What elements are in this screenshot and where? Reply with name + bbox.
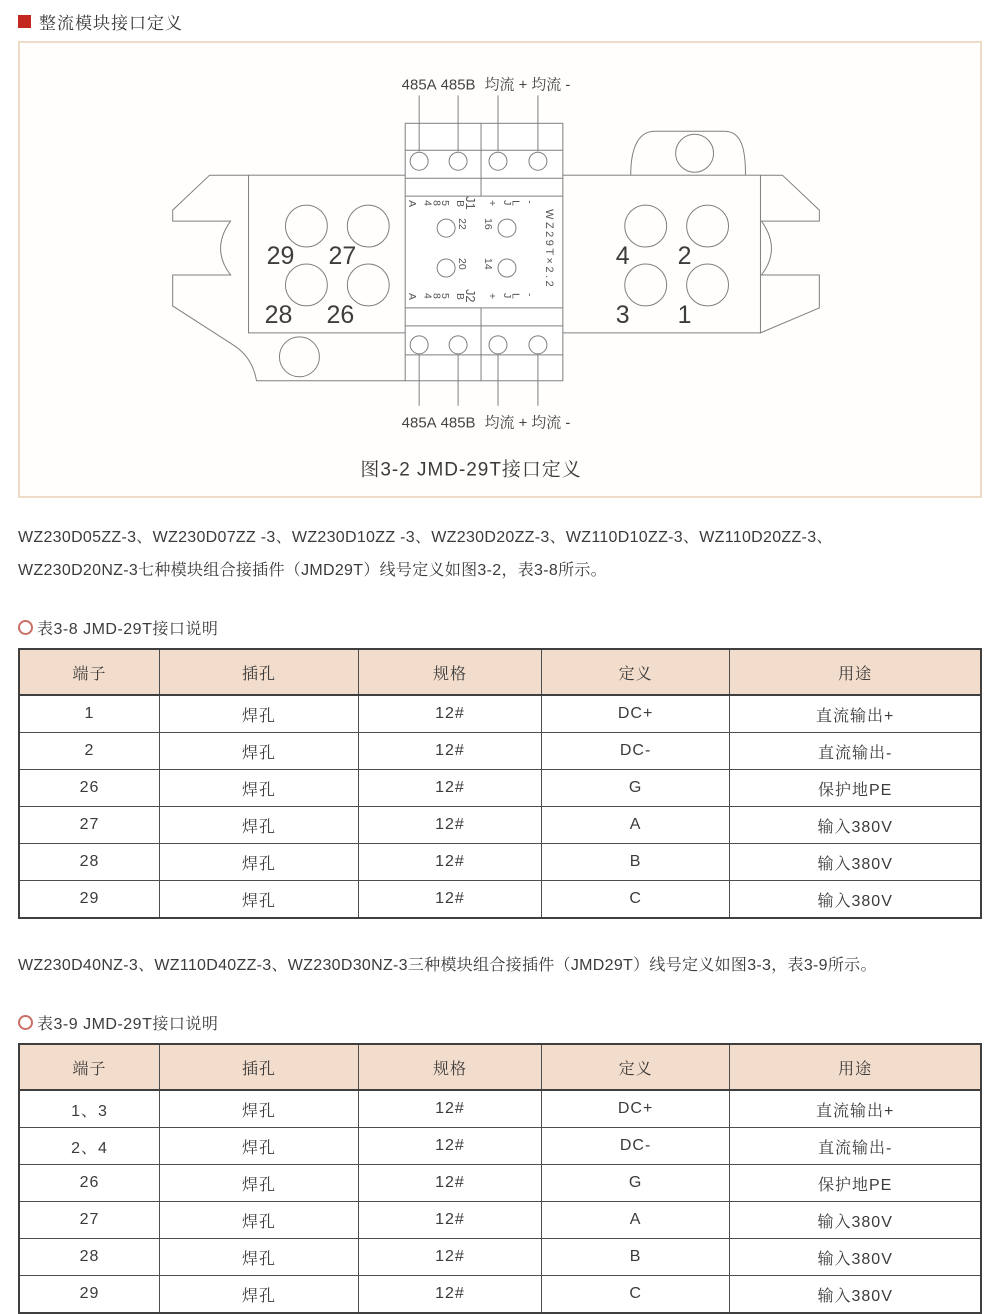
j1-label: J1 xyxy=(463,196,479,210)
table-cell: DC+ xyxy=(541,1090,730,1128)
table-cell: 12# xyxy=(359,1165,542,1202)
paragraph-models-7 xyxy=(18,521,982,587)
table-cell: DC+ xyxy=(541,695,730,733)
j2-row-left-label: A 485 B xyxy=(406,292,465,303)
bottom-terminal-labels xyxy=(402,415,571,432)
table-header-cell: 定义 xyxy=(541,649,730,695)
j1-row-right-label: + JL - xyxy=(486,200,535,210)
paragraph-line: WZ230D40NZ-3、WZ110D40ZZ-3、WZ230D30NZ-3三种模块组合接插件（JMD29T）线号定义如图3-3，表3-9所示。 xyxy=(18,957,877,974)
table-cell: 12# xyxy=(359,1276,542,1314)
table-cell: 12# xyxy=(359,1128,542,1165)
table-cell: 输入380V xyxy=(730,844,981,881)
table-header-cell: 定义 xyxy=(541,1044,730,1090)
pin-27-label: 27 xyxy=(328,242,357,271)
table-header-cell: 用途 xyxy=(730,1044,981,1090)
table-header-cell: 规格 xyxy=(359,649,542,695)
mounting-hole xyxy=(279,337,319,377)
figure-box xyxy=(18,41,982,498)
pin-28-label: 28 xyxy=(264,300,293,329)
table-cell: 12# xyxy=(359,1239,542,1276)
table-row xyxy=(19,770,981,807)
table1-title xyxy=(18,616,982,639)
table-header-cell: 端子 xyxy=(19,649,159,695)
table-cell: A xyxy=(541,1202,730,1239)
pin-26-label: 26 xyxy=(326,300,355,329)
paragraph-line: WZ230D20NZ-3七种模块组合接插件（JMD29T）线号定义如图3-2，表3-8所示。 xyxy=(18,562,607,579)
table-cell: 直流输出+ xyxy=(730,695,981,733)
table-cell: 焊孔 xyxy=(159,1202,358,1239)
table-cell: 29 xyxy=(19,881,159,919)
right-flange-outline xyxy=(760,175,819,333)
table-cell: C xyxy=(541,1276,730,1314)
table-header-cell: 插孔 xyxy=(159,1044,358,1090)
figure-caption: 图3-2 JMD-29T接口定义 xyxy=(360,459,582,481)
pin-16-label: 16 xyxy=(482,218,494,230)
table-cell: 12# xyxy=(359,807,542,844)
table-cell: 焊孔 xyxy=(159,1239,358,1276)
table-cell: 输入380V xyxy=(730,881,981,919)
table-row xyxy=(19,695,981,733)
table-cell: 1 xyxy=(19,695,159,733)
right-pin-holes xyxy=(625,205,729,306)
j2-label: J2 xyxy=(463,288,479,303)
connector-diagram xyxy=(20,43,980,496)
table-bullet-icon xyxy=(18,620,33,635)
table-cell: 12# xyxy=(359,1090,542,1128)
table-cell: B xyxy=(541,844,730,881)
table-cell: 直流输出+ xyxy=(730,1090,981,1128)
pin-14-label: 14 xyxy=(482,258,494,270)
section-bullet-icon xyxy=(18,15,31,28)
table-cell: 12# xyxy=(359,733,542,770)
top-terminal-labels xyxy=(402,76,571,93)
table-row xyxy=(19,1202,981,1239)
table-cell: 29 xyxy=(19,1276,159,1314)
table-cell: 12# xyxy=(359,695,542,733)
table-cell: 焊孔 xyxy=(159,881,358,919)
table-header-row xyxy=(19,1044,981,1090)
paragraph-line: WZ230D05ZZ-3、WZ230D07ZZ -3、WZ230D10ZZ -3、WZ230D20ZZ-3、WZ110D10ZZ-3、WZ110D20ZZ-3、 xyxy=(18,529,833,546)
table-cell: C xyxy=(541,881,730,919)
label-junliu-plus-bottom: 均流 + xyxy=(484,414,528,432)
table-cell: 焊孔 xyxy=(159,1165,358,1202)
table-cell: 28 xyxy=(19,1239,159,1276)
table-bullet-icon xyxy=(18,1015,33,1030)
table-row xyxy=(19,1090,981,1128)
table-cell: DC- xyxy=(541,733,730,770)
table-cell: 保护地PE xyxy=(730,770,981,807)
table-row xyxy=(19,1239,981,1276)
table-cell: 12# xyxy=(359,844,542,881)
table2-title xyxy=(18,1011,982,1034)
table-cell: 12# xyxy=(359,881,542,919)
label-junliu-minus-top: 均流 - xyxy=(531,76,571,94)
j2-row-right-label: + JL - xyxy=(486,292,535,303)
pin-29-label: 29 xyxy=(266,242,295,271)
pin-2-label: 2 xyxy=(677,242,692,271)
model-code-label: WZ29T×2.2 xyxy=(542,209,555,290)
table-header-cell: 用途 xyxy=(730,649,981,695)
table-cell: 直流输出- xyxy=(730,733,981,770)
table-row xyxy=(19,1128,981,1165)
table-cell: 焊孔 xyxy=(159,844,358,881)
j1-row-left-label: A 485 B xyxy=(406,200,465,211)
table-cell: 输入380V xyxy=(730,1276,981,1314)
pin-22-label: 22 xyxy=(456,218,468,230)
table-header-row xyxy=(19,649,981,695)
top-tab-outline xyxy=(631,131,746,175)
table-cell: 焊孔 xyxy=(159,733,358,770)
label-485b-top: 485B xyxy=(440,76,476,94)
table-cell: 12# xyxy=(359,1202,542,1239)
table-row xyxy=(19,807,981,844)
table-3-9 xyxy=(18,1043,982,1314)
table-header-cell: 端子 xyxy=(19,1044,159,1090)
table-cell: 输入380V xyxy=(730,1239,981,1276)
table-cell: 26 xyxy=(19,1165,159,1202)
table-cell: 保护地PE xyxy=(730,1165,981,1202)
table-cell: 28 xyxy=(19,844,159,881)
mounting-hole xyxy=(676,134,714,172)
label-485a-bottom: 485A xyxy=(401,414,437,432)
table-cell: 焊孔 xyxy=(159,1276,358,1314)
table-cell: G xyxy=(541,1165,730,1202)
table-cell: B xyxy=(541,1239,730,1276)
signal-strip xyxy=(405,123,563,380)
label-junliu-plus-top: 均流 + xyxy=(484,76,528,94)
table-cell: 焊孔 xyxy=(159,695,358,733)
table-cell: 直流输出- xyxy=(730,1128,981,1165)
table-3-8 xyxy=(18,648,982,919)
table-cell: 2、4 xyxy=(19,1128,159,1165)
label-485a-top: 485A xyxy=(401,76,437,94)
label-485b-bottom: 485B xyxy=(440,414,476,432)
table-cell: G xyxy=(541,770,730,807)
table-cell: 输入380V xyxy=(730,807,981,844)
left-flange-outline xyxy=(173,175,406,381)
table-header-cell: 插孔 xyxy=(159,649,358,695)
table-cell: 输入380V xyxy=(730,1202,981,1239)
page xyxy=(0,9,1000,1314)
pin-4-label: 4 xyxy=(615,242,630,271)
table-cell: 27 xyxy=(19,1202,159,1239)
table2-title-label: 表3-9 JMD-29T接口说明 xyxy=(37,1016,219,1033)
label-junliu-minus-bottom: 均流 - xyxy=(531,414,571,432)
table-cell: 2 xyxy=(19,733,159,770)
section-heading-label: 整流模块接口定义 xyxy=(39,14,183,33)
table-cell: A xyxy=(541,807,730,844)
table-cell: 焊孔 xyxy=(159,770,358,807)
table-cell: DC- xyxy=(541,1128,730,1165)
table-row xyxy=(19,1276,981,1314)
pin-20-label: 20 xyxy=(456,258,468,270)
table-header-cell: 规格 xyxy=(359,1044,542,1090)
table-row xyxy=(19,1165,981,1202)
table-row xyxy=(19,733,981,770)
pin-1-label: 1 xyxy=(677,300,692,329)
table1-title-label: 表3-8 JMD-29T接口说明 xyxy=(37,621,219,638)
table-row xyxy=(19,844,981,881)
pin-3-label: 3 xyxy=(615,300,630,329)
table-cell: 26 xyxy=(19,770,159,807)
paragraph-models-3 xyxy=(18,949,982,982)
table-cell: 焊孔 xyxy=(159,1090,358,1128)
table-cell: 12# xyxy=(359,770,542,807)
section-heading xyxy=(18,9,982,34)
table-cell: 1、3 xyxy=(19,1090,159,1128)
table-cell: 焊孔 xyxy=(159,807,358,844)
table-row xyxy=(19,881,981,919)
table-cell: 27 xyxy=(19,807,159,844)
table-cell: 焊孔 xyxy=(159,1128,358,1165)
